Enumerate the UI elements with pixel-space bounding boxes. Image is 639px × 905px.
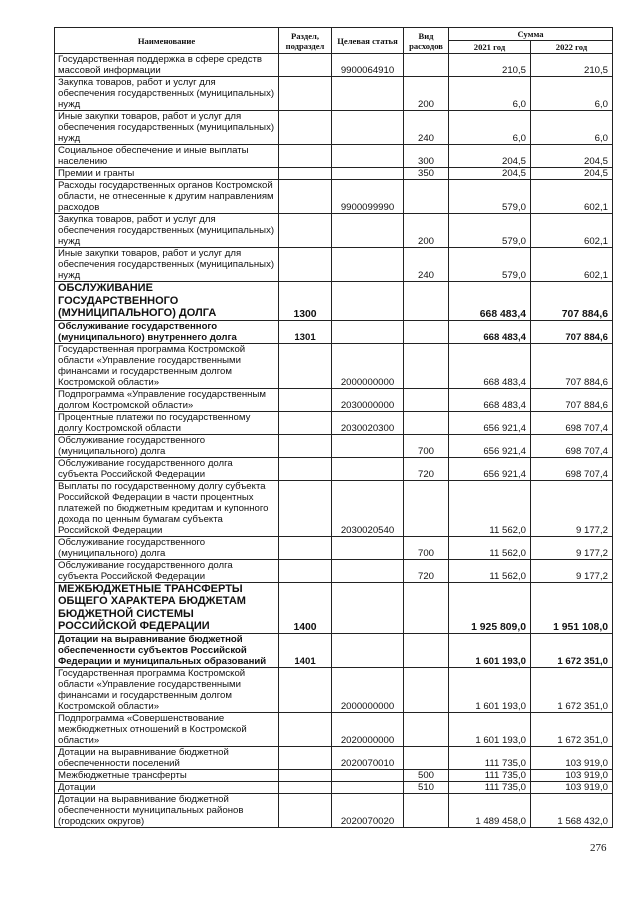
row-name: Социальное обеспечение и иные выплаты населению [55, 145, 279, 168]
row-value-2021: 579,0 [449, 180, 531, 214]
row-value-2021: 210,5 [449, 54, 531, 77]
row-target [332, 214, 404, 248]
row-type [404, 320, 449, 343]
table-row [55, 559, 613, 582]
row-value-2022: 698 707,4 [531, 411, 613, 434]
row-section [279, 145, 332, 168]
table-row [55, 746, 613, 769]
row-value-2022: 103 919,0 [531, 781, 613, 793]
row-value-2021: 204,5 [449, 168, 531, 180]
row-target: 2020070010 [332, 746, 404, 769]
col-header-2021: 2021 год [449, 41, 531, 54]
row-type: 720 [404, 559, 449, 582]
row-target: 9900064910 [332, 54, 404, 77]
row-name: Обслуживание государственного (муниципального) внутреннего долга [55, 320, 279, 343]
row-name: Закупка товаров, работ и услуг для обеспечения государственных (муниципальных) нужд [55, 77, 279, 111]
row-value-2022: 602,1 [531, 180, 613, 214]
table-row [55, 77, 613, 111]
row-type [404, 633, 449, 667]
budget-table [54, 27, 613, 828]
budget-table-sheet [54, 27, 612, 828]
row-target [332, 248, 404, 282]
row-type [404, 180, 449, 214]
row-type: 200 [404, 77, 449, 111]
row-type [404, 793, 449, 827]
row-type: 350 [404, 168, 449, 180]
row-value-2022: 707 884,6 [531, 320, 613, 343]
row-name: Процентные платежи по государственному долгу Костромской области [55, 411, 279, 434]
table-row [55, 667, 613, 712]
row-value-2022: 204,5 [531, 145, 613, 168]
table-row [55, 633, 613, 667]
row-value-2022: 602,1 [531, 248, 613, 282]
row-value-2021: 656 921,4 [449, 411, 531, 434]
row-name: Обслуживание государственного долга субъекта Российской Федерации [55, 559, 279, 582]
row-name: Обслуживание государственного долга субъекта Российской Федерации [55, 457, 279, 480]
table-row [55, 457, 613, 480]
table-row [55, 480, 613, 536]
row-value-2022: 1 568 432,0 [531, 793, 613, 827]
row-section [279, 434, 332, 457]
row-target: 2000000000 [332, 667, 404, 712]
table-row [55, 214, 613, 248]
row-type: 700 [404, 434, 449, 457]
row-type [404, 712, 449, 746]
row-value-2021: 656 921,4 [449, 457, 531, 480]
row-value-2022: 1 672 351,0 [531, 712, 613, 746]
table-row [55, 282, 613, 321]
row-value-2021: 668 483,4 [449, 320, 531, 343]
row-target [332, 781, 404, 793]
row-name: Дотации на выравнивание бюджетной обеспеченности муниципальных районов (городских округов) [55, 793, 279, 827]
row-section [279, 781, 332, 793]
row-name: Межбюджетные трансферты [55, 769, 279, 781]
row-value-2022: 707 884,6 [531, 343, 613, 388]
row-value-2022: 707 884,6 [531, 388, 613, 411]
row-value-2022: 210,5 [531, 54, 613, 77]
row-section [279, 559, 332, 582]
row-target [332, 282, 404, 321]
row-type: 240 [404, 111, 449, 145]
row-name: Обслуживание государственного (муниципального) долга [55, 434, 279, 457]
row-value-2021: 6,0 [449, 77, 531, 111]
page-number: 276 [590, 842, 607, 854]
row-name: Государственная программа Костромской области «Управление государственными финансами и государственным долгом Костромской области» [55, 343, 279, 388]
row-section [279, 180, 332, 214]
row-target [332, 434, 404, 457]
row-value-2021: 668 483,4 [449, 343, 531, 388]
row-value-2022: 103 919,0 [531, 746, 613, 769]
row-type: 700 [404, 536, 449, 559]
row-value-2022: 6,0 [531, 77, 613, 111]
table-row [55, 536, 613, 559]
row-name: Выплаты по государственному долгу субъекта Российской Федерации в части процентных платежей по бюджетным кредитам и купонного дохода по ценным бумагам субъекта Российской Федерации [55, 480, 279, 536]
row-value-2021: 668 483,4 [449, 282, 531, 321]
row-section [279, 214, 332, 248]
row-name: Закупка товаров, работ и услуг для обеспечения государственных (муниципальных) нужд [55, 214, 279, 248]
row-target [332, 145, 404, 168]
row-type [404, 746, 449, 769]
table-row [55, 343, 613, 388]
row-value-2021: 579,0 [449, 214, 531, 248]
row-type: 300 [404, 145, 449, 168]
row-type: 510 [404, 781, 449, 793]
row-value-2021: 11 562,0 [449, 480, 531, 536]
col-header-name: Наименование [55, 28, 279, 54]
row-value-2022: 698 707,4 [531, 457, 613, 480]
row-value-2022: 602,1 [531, 214, 613, 248]
table-row [55, 320, 613, 343]
row-type: 720 [404, 457, 449, 480]
table-row [55, 180, 613, 214]
table-row [55, 769, 613, 781]
row-target [332, 536, 404, 559]
row-section [279, 248, 332, 282]
row-value-2021: 1 489 458,0 [449, 793, 531, 827]
table-row [55, 145, 613, 168]
row-value-2022: 103 919,0 [531, 769, 613, 781]
row-section: 1300 [279, 282, 332, 321]
table-row [55, 248, 613, 282]
col-header-target: Целевая статья [332, 28, 404, 54]
row-value-2021: 1 601 193,0 [449, 712, 531, 746]
row-value-2021: 204,5 [449, 145, 531, 168]
row-section [279, 411, 332, 434]
row-value-2022: 1 951 108,0 [531, 582, 613, 633]
table-row [55, 111, 613, 145]
row-section [279, 168, 332, 180]
row-name: Государственная программа Костромской области «Управление государственными финансами и государственным долгом Костромской области» [55, 667, 279, 712]
row-type: 200 [404, 214, 449, 248]
row-name: МЕЖБЮДЖЕТНЫЕ ТРАНСФЕРТЫ ОБЩЕГО ХАРАКТЕРА БЮДЖЕТАМ БЮДЖЕТНОЙ СИСТЕМЫ РОССИЙСКОЙ ФЕДЕРАЦИИ [55, 582, 279, 633]
row-target [332, 168, 404, 180]
row-name: Иные закупки товаров, работ и услуг для обеспечения государственных (муниципальных) нужд [55, 248, 279, 282]
row-value-2021: 668 483,4 [449, 388, 531, 411]
row-name: Дотации [55, 781, 279, 793]
row-type [404, 667, 449, 712]
row-section [279, 667, 332, 712]
row-target [332, 559, 404, 582]
row-type [404, 282, 449, 321]
table-row [55, 388, 613, 411]
row-section [279, 536, 332, 559]
row-value-2021: 656 921,4 [449, 434, 531, 457]
table-row [55, 582, 613, 633]
row-section [279, 480, 332, 536]
row-section: 1301 [279, 320, 332, 343]
row-value-2021: 579,0 [449, 248, 531, 282]
row-name: Дотации на выравнивание бюджетной обеспеченности субъектов Российской Федерации и муниципальных образований [55, 633, 279, 667]
row-type [404, 480, 449, 536]
row-section [279, 769, 332, 781]
row-section [279, 343, 332, 388]
row-name: Подпрограмма «Совершенствование межбюджетных отношений в Костромской области» [55, 712, 279, 746]
col-header-sum: Сумма [449, 28, 613, 41]
row-target: 2030000000 [332, 388, 404, 411]
row-type: 500 [404, 769, 449, 781]
row-value-2022: 707 884,6 [531, 282, 613, 321]
col-header-section: Раздел, подраздел [279, 28, 332, 54]
table-row [55, 168, 613, 180]
row-value-2021: 6,0 [449, 111, 531, 145]
row-target [332, 769, 404, 781]
row-name: ОБСЛУЖИВАНИЕ ГОСУДАРСТВЕННОГО (МУНИЦИПАЛЬНОГО) ДОЛГА [55, 282, 279, 321]
row-value-2021: 111 735,0 [449, 769, 531, 781]
row-name: Государственная поддержка в сфере средств массовой информации [55, 54, 279, 77]
row-target: 2000000000 [332, 343, 404, 388]
row-section [279, 388, 332, 411]
row-target [332, 633, 404, 667]
row-target [332, 111, 404, 145]
row-value-2021: 1 601 193,0 [449, 667, 531, 712]
row-type [404, 343, 449, 388]
row-type [404, 388, 449, 411]
row-value-2022: 6,0 [531, 111, 613, 145]
row-target: 2020000000 [332, 712, 404, 746]
row-target [332, 582, 404, 633]
row-value-2021: 111 735,0 [449, 746, 531, 769]
row-section [279, 77, 332, 111]
row-value-2021: 11 562,0 [449, 536, 531, 559]
col-header-2022: 2022 год [531, 41, 613, 54]
table-body [55, 54, 613, 828]
row-section [279, 457, 332, 480]
row-target [332, 77, 404, 111]
row-value-2021: 1 601 193,0 [449, 633, 531, 667]
row-name: Иные закупки товаров, работ и услуг для обеспечения государственных (муниципальных) нужд [55, 111, 279, 145]
row-type: 240 [404, 248, 449, 282]
row-name: Обслуживание государственного (муниципального) долга [55, 536, 279, 559]
row-target: 2030020540 [332, 480, 404, 536]
row-target: 9900099990 [332, 180, 404, 214]
row-value-2022: 1 672 351,0 [531, 633, 613, 667]
row-section [279, 746, 332, 769]
row-name: Дотации на выравнивание бюджетной обеспеченности поселений [55, 746, 279, 769]
row-name: Подпрограмма «Управление государственным долгом Костромской области» [55, 388, 279, 411]
row-target: 2020070020 [332, 793, 404, 827]
row-section [279, 54, 332, 77]
row-value-2022: 1 672 351,0 [531, 667, 613, 712]
row-value-2022: 698 707,4 [531, 434, 613, 457]
row-name: Расходы государственных органов Костромской области, не отнесенные к другим направлениям расходов [55, 180, 279, 214]
header-row-top [55, 28, 613, 41]
table-row [55, 793, 613, 827]
row-target [332, 457, 404, 480]
table-row [55, 411, 613, 434]
row-target [332, 320, 404, 343]
row-target: 2030020300 [332, 411, 404, 434]
row-section [279, 793, 332, 827]
col-header-type: Вид расходов [404, 28, 449, 54]
row-section: 1400 [279, 582, 332, 633]
row-value-2022: 204,5 [531, 168, 613, 180]
row-type [404, 411, 449, 434]
table-row [55, 781, 613, 793]
row-value-2022: 9 177,2 [531, 480, 613, 536]
row-value-2022: 9 177,2 [531, 536, 613, 559]
row-section: 1401 [279, 633, 332, 667]
row-value-2022: 9 177,2 [531, 559, 613, 582]
row-name: Премии и гранты [55, 168, 279, 180]
row-section [279, 712, 332, 746]
row-value-2021: 111 735,0 [449, 781, 531, 793]
row-type [404, 582, 449, 633]
table-row [55, 434, 613, 457]
row-value-2021: 1 925 809,0 [449, 582, 531, 633]
row-section [279, 111, 332, 145]
row-value-2021: 11 562,0 [449, 559, 531, 582]
row-type [404, 54, 449, 77]
table-row [55, 54, 613, 77]
table-row [55, 712, 613, 746]
